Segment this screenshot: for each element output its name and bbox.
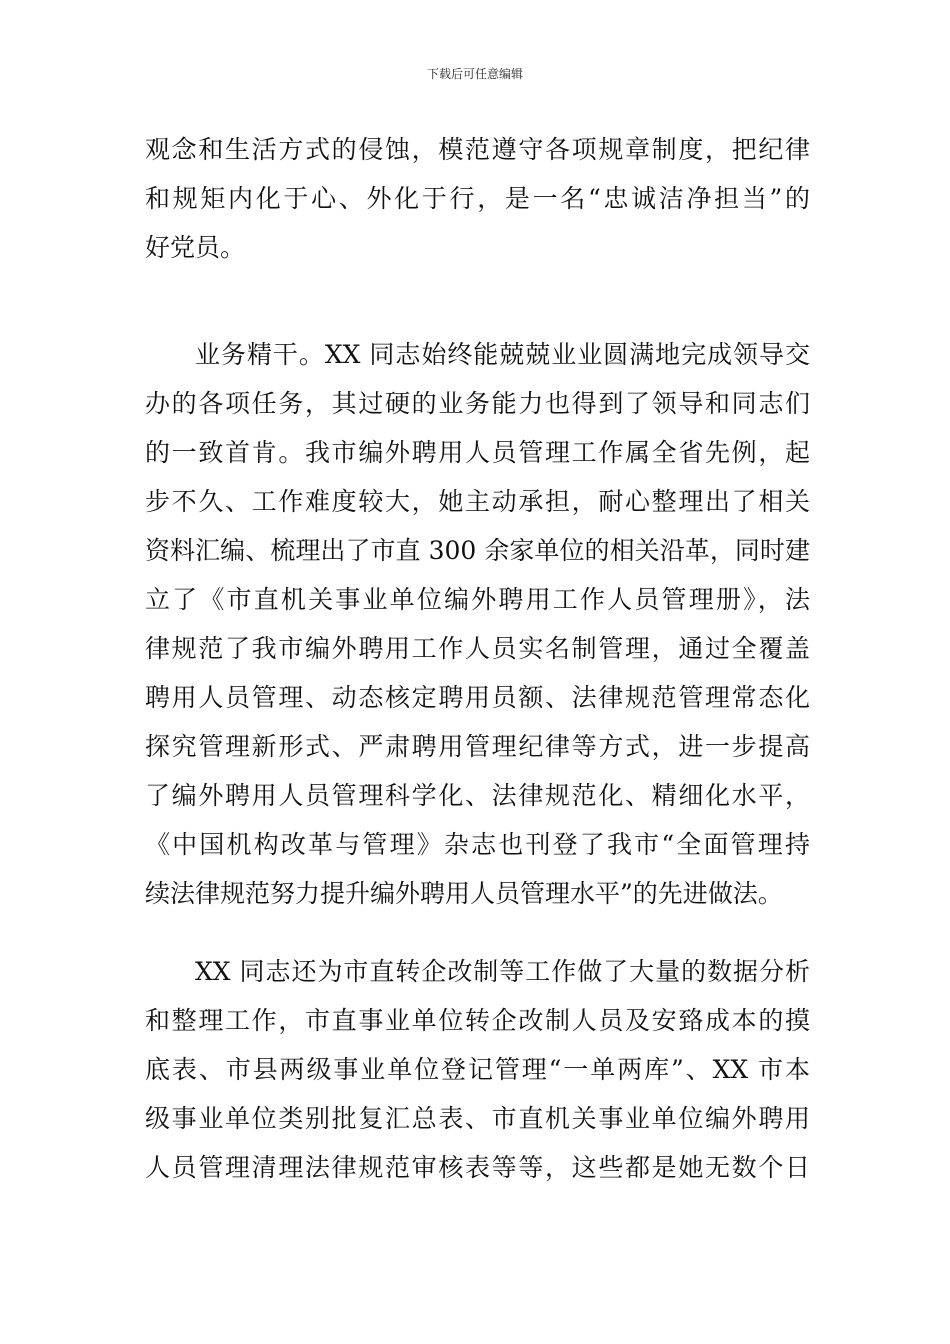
text-line: 聘用人员管理、动态核定聘用员额、法律规范管理常态化	[145, 683, 810, 712]
text-line: 续法律规范努力提升编外聘用人员管理水平”的先进做法。	[145, 879, 783, 908]
text-line: 和整理工作，市直事业单位转企改制人员及安臵成本的摸	[145, 1006, 810, 1035]
paragraph-1	[145, 125, 810, 272]
text-line: 好党员。	[145, 233, 246, 262]
text-line: 观念和生活方式的侵蚀，模范遵守各项规章制度，把纪律	[145, 135, 810, 164]
text-line: 底表、市县两级事业单位登记管理“一单两库”、XX 市本	[145, 1055, 810, 1084]
text-line: 业务精干。XX 同志始终能兢兢业业圆满地完成领导交	[195, 340, 810, 369]
paragraph-3	[145, 947, 810, 1192]
page-header: 下载后可任意编辑	[426, 67, 523, 81]
text-line: 律规范了我市编外聘用工作人员实名制管理，通过全覆盖	[145, 634, 810, 663]
text-line: 《中国机构改革与管理》杂志也刊登了我市“全面管理持	[145, 830, 810, 859]
text-line: 和规矩内化于心、外化于行，是一名“忠诚洁净担当”的	[145, 184, 810, 213]
text-line: 人员管理清理法律规范审核表等等，这些都是她无数个日	[145, 1153, 810, 1182]
text-line: 级事业单位类别批复汇总表、市直机关事业单位编外聘用	[145, 1104, 810, 1133]
paragraph-2	[145, 330, 810, 918]
text-line: 了编外聘用人员管理科学化、法律规范化、精细化水平，	[145, 781, 810, 810]
text-line: XX 同志还为市直转企改制等工作做了大量的数据分析	[195, 957, 810, 986]
text-line: 的一致首肯。我市编外聘用人员管理工作属全省先例，起	[145, 438, 810, 467]
text-line: 办的各项任务，其过硬的业务能力也得到了领导和同志们	[145, 389, 810, 418]
text-line: 探究管理新形式、严肃聘用管理纪律等方式，进一步提高	[145, 732, 810, 761]
text-line: 步不久、工作难度较大，她主动承担，耐心整理出了相关	[145, 487, 810, 516]
text-line: 资料汇编、梳理出了市直 300 余家单位的相关沿革，同时建	[145, 536, 810, 565]
text-line: 立了《市直机关事业单位编外聘用工作人员管理册》，法	[145, 585, 810, 614]
